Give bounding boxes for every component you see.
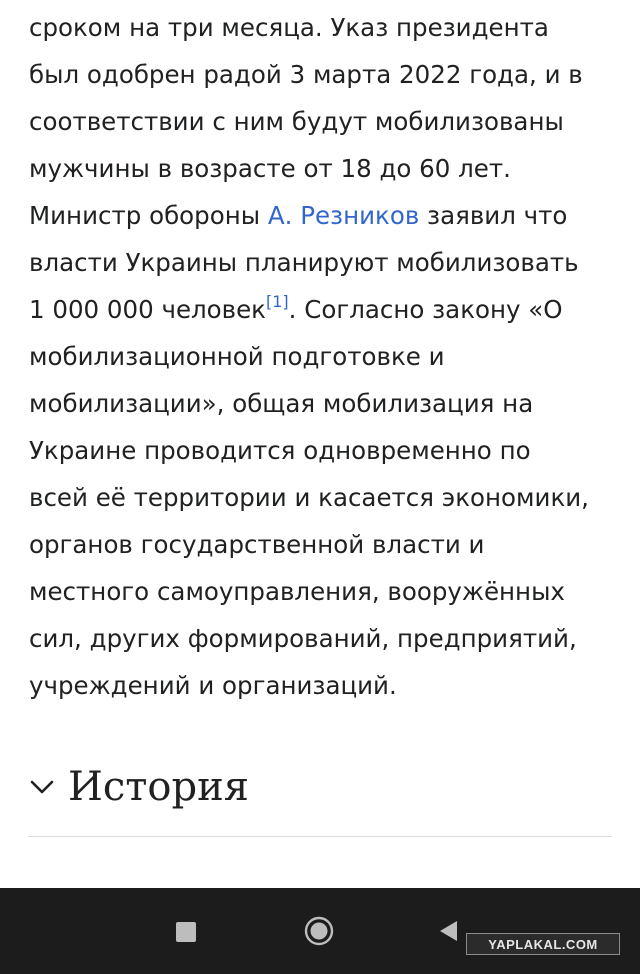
recents-square-icon[interactable] <box>176 922 196 942</box>
article-line: учреждений и организаций. <box>29 671 397 700</box>
article-line: сроком на три месяца. Указ президента <box>29 13 549 42</box>
article-line: мужчины в возрасте от 18 до 60 лет. <box>29 154 511 183</box>
article-text: Министр обороны <box>29 201 268 230</box>
reznikov-link[interactable]: А. Резников <box>267 201 420 230</box>
section-title: История <box>68 764 249 810</box>
article-line <box>29 192 619 239</box>
article-text: . Согласно закону «О <box>288 295 563 324</box>
article-line: органов государственной власти и <box>29 530 485 559</box>
article-line: местного самоуправления, вооружённых <box>29 577 565 606</box>
section-divider <box>28 836 612 837</box>
android-nav-bar <box>0 888 640 974</box>
article-line: был одобрен радой 3 марта 2022 года, и в <box>29 60 583 89</box>
watermark-logo: YAPLAKAL.COM <box>466 933 620 955</box>
article-line: власти Украины планируют мобилизовать <box>29 248 579 277</box>
article-body <box>29 4 619 709</box>
chevron-down-icon <box>28 773 56 801</box>
article-line: мобилизационной подготовке и <box>29 342 445 371</box>
article-line: всей её территории и касается экономики, <box>29 483 589 512</box>
home-circle-icon[interactable] <box>304 916 334 946</box>
section-history-toggle[interactable] <box>28 755 249 819</box>
article-text: 1 000 000 человек <box>29 295 266 324</box>
article-line: Украине проводится одновременно по <box>29 436 531 465</box>
article-text: заявил что <box>419 201 568 230</box>
article-line: сил, других формирований, предприятий, <box>29 624 577 653</box>
reference-link[interactable]: [1] <box>266 292 289 311</box>
article-line: соответствии с ним будут мобилизованы <box>29 107 564 136</box>
article-line: мобилизации», общая мобилизация на <box>29 389 534 418</box>
article-line <box>29 286 619 333</box>
back-triangle-icon[interactable] <box>437 919 461 943</box>
